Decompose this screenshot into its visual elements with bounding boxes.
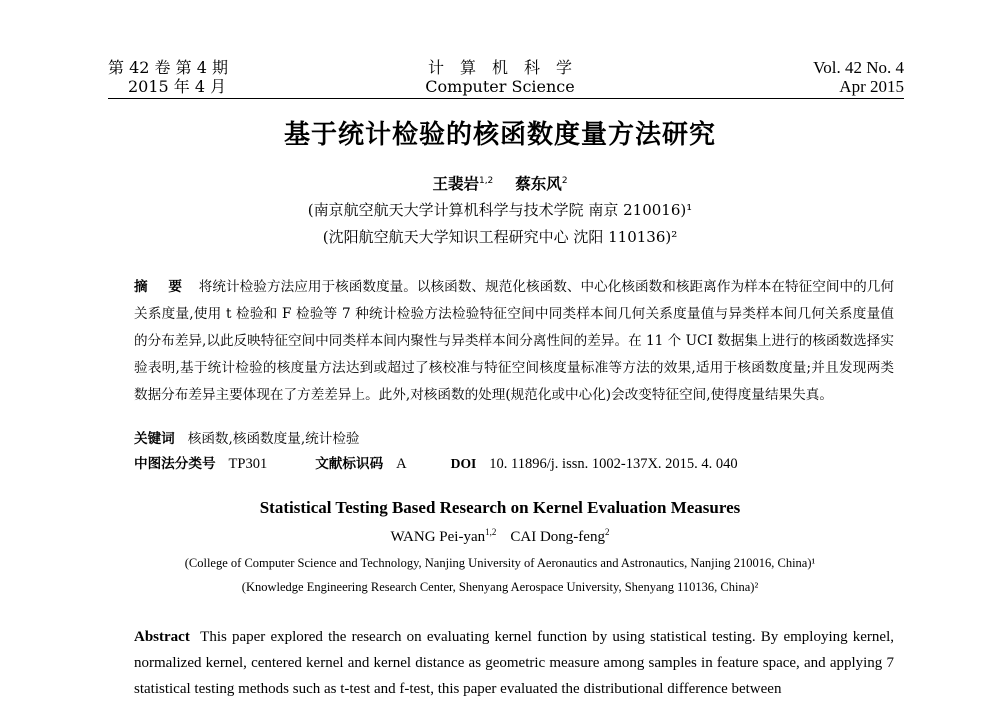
author-affiliation-mark: 1,2: [478, 175, 494, 186]
author-name-en: WANG Pei-yan: [390, 529, 486, 545]
author-affiliation-mark: 1,2: [485, 527, 497, 537]
clc-value: TP301: [228, 456, 268, 472]
affiliation-en: (College of Computer Science and Technology, Nanjing University of Aeronautics and Astronautics, Nanjing 210016, China)¹: [184, 556, 816, 570]
volume-issue-en: Vol. 42 No. 4: [813, 58, 904, 77]
author-affiliation-mark: 2: [604, 527, 610, 537]
journal-volume-info-en: [813, 58, 904, 96]
clc-label: 中图法分类号: [134, 456, 216, 472]
author-name: 王裴岩: [432, 175, 479, 193]
doi-label: DOI: [450, 456, 477, 471]
keywords-label: 关键词: [134, 431, 175, 447]
keywords-text: 核函数,核函数度量,统计检验: [187, 431, 360, 447]
keywords-cn: [134, 427, 360, 447]
header-rule: [108, 98, 904, 99]
doi-value: 10. 11896/j. issn. 1002-137X. 2015. 4. 040: [489, 456, 738, 472]
affiliation-cn: (南京航空航天大学计算机科学与技术学院 南京 210016)¹: [307, 201, 693, 219]
abstract-text-en: This paper explored the research on evaluating kernel function by using statistical testing. By employing kernel, normalized kernel, centered kernel and kernel distance as geometric measure among samples in feature space, and applying 7 statistical testing methods such as t-test and f-test, this paper evaluated the distributional difference between: [134, 629, 895, 697]
classification-row: [134, 452, 738, 473]
author-name-en: CAI Dong-feng: [510, 529, 605, 545]
affiliation-cn: (沈阳航空航天大学知识工程研究中心 沈阳 110136)²: [322, 228, 678, 246]
author-affiliation-mark: 2: [561, 175, 568, 186]
journal-name-en: Computer Science: [425, 77, 575, 96]
issue-date-en: Apr 2015: [839, 77, 904, 96]
abstract-cn: [134, 274, 894, 409]
abstract-label-en: Abstract: [134, 629, 190, 645]
volume-issue: 第 42 卷 第 4 期: [108, 58, 228, 77]
doc-code-label: 文献标识码: [315, 456, 384, 472]
abstract-en: [134, 624, 894, 702]
abstract-text: 将统计检验方法应用于核函数度量。以核函数、规范化核函数、中心化核函数和核距离作为样本在特征空间中的几何关系度量,使用 t 检验和 F 检验等 7 种统计检验方法检验特征空间中同类样本间几何关系度量值与异类样本间几何关系度量值的分布差异,以此反映特征空间中同类样本间内聚性与异类样本间分离性间的差异。在 11 个 UCI 数据集上进行的核函数选择实验表明,基于统计检验的核度量方法达到或超过了核校准与特征空间核度量标准等方法的效果,适用于核函数度量;并且发现两类数据分布差异主要体现在了方差差异上。此外,对核函数的处理(规范化或中心化)会改变特征空间,使得度量结果失真。: [134, 279, 895, 403]
paper-title-en: Statistical Testing Based Research on Kernel Evaluation Measures: [259, 498, 741, 517]
paper-title-cn: 基于统计检验的核函数度量方法研究: [283, 120, 716, 150]
affiliation-en: (Knowledge Engineering Research Center, Shenyang Aerospace University, Shenyang 110136, China)²: [241, 580, 759, 594]
authors-cn: [0, 172, 1000, 194]
authors-en: [0, 529, 1000, 546]
author-name: 蔡东风: [515, 175, 562, 193]
doc-code-value: A: [396, 456, 407, 472]
abstract-label: 摘 要: [134, 279, 191, 295]
journal-name-cn: 计算机科学: [427, 58, 588, 77]
issue-date: 2015 年 4 月: [128, 77, 227, 96]
